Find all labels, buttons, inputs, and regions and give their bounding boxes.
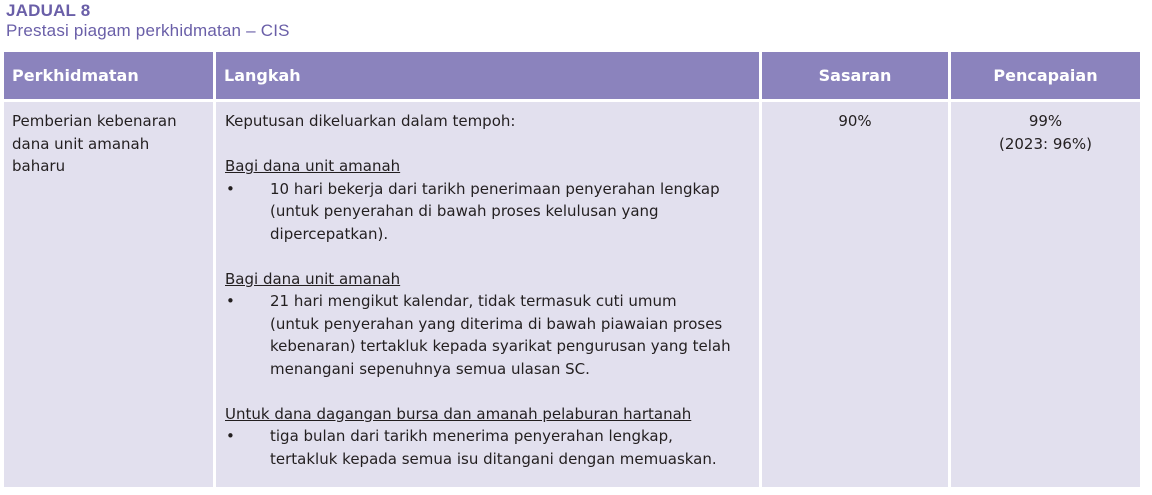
bullet-text [270, 178, 751, 246]
bullet-text [270, 425, 751, 470]
header-target: Sasaran [762, 52, 948, 99]
section-title: Untuk dana dagangan bursa dan amanah pelaburan hartanah [225, 404, 692, 423]
bullet-line: (untuk penyerahan di bawah proses kelulusan yang [270, 202, 659, 220]
steps-intro: Keputusan dikeluarkan dalam tempoh: [225, 112, 516, 130]
bullet-line: tertakluk kepada semua isu ditangani dengan memuaskan. [270, 449, 717, 468]
service-charter-table [4, 52, 1140, 487]
steps-sections [225, 155, 751, 470]
header-achievement: Pencapaian [951, 52, 1140, 99]
table-label: JADUAL 8 [6, 1, 91, 20]
header-steps: Langkah [216, 52, 759, 99]
bullet-line: kebenaran) tertakluk kepada syarikat pengurusan yang telah [270, 337, 731, 355]
bullet-line: 21 hari mengikut kalendar, tidak termasuk cuti umum [270, 292, 677, 310]
table-caption: Prestasi piagam perkhidmatan – CIS [6, 21, 290, 40]
bullet-line: menangani sepenuhnya semua ulasan SC. [270, 359, 590, 378]
header-service: Perkhidmatan [4, 52, 213, 99]
steps-section [225, 155, 751, 245]
bullet-line: (untuk penyerahan yang diterima di bawah piawaian proses [270, 314, 723, 333]
bullet-icon: • [226, 292, 235, 310]
steps-section [225, 268, 751, 381]
list-item [225, 290, 751, 380]
service-cell: Pemberian kebenaran dana unit amanah baharu [4, 102, 213, 487]
section-title: Bagi dana unit amanah [225, 157, 401, 175]
achievement-cell [951, 102, 1140, 487]
table-heading [6, 0, 290, 41]
section-title: Bagi dana unit amanah [225, 269, 401, 288]
list-item [225, 425, 751, 470]
steps-cell [216, 102, 759, 487]
bullet-line: 10 hari bekerja dari tarikh penerimaan penyerahan lengkap [270, 179, 720, 198]
achievement-previous: (2023: 96%) [998, 134, 1093, 153]
bullet-icon: • [226, 179, 235, 198]
target-value: 90% [838, 112, 872, 130]
achievement-value: 99% [1028, 112, 1063, 130]
target-cell [762, 102, 948, 487]
list-item [225, 178, 751, 246]
bullet-text [270, 290, 751, 380]
bullet-line: dipercepatkan). [270, 224, 389, 243]
bullet-line: tiga bulan dari tarikh menerima penyerahan lengkap, [270, 427, 673, 445]
steps-section [225, 403, 751, 471]
bullet-icon: • [226, 427, 235, 445]
